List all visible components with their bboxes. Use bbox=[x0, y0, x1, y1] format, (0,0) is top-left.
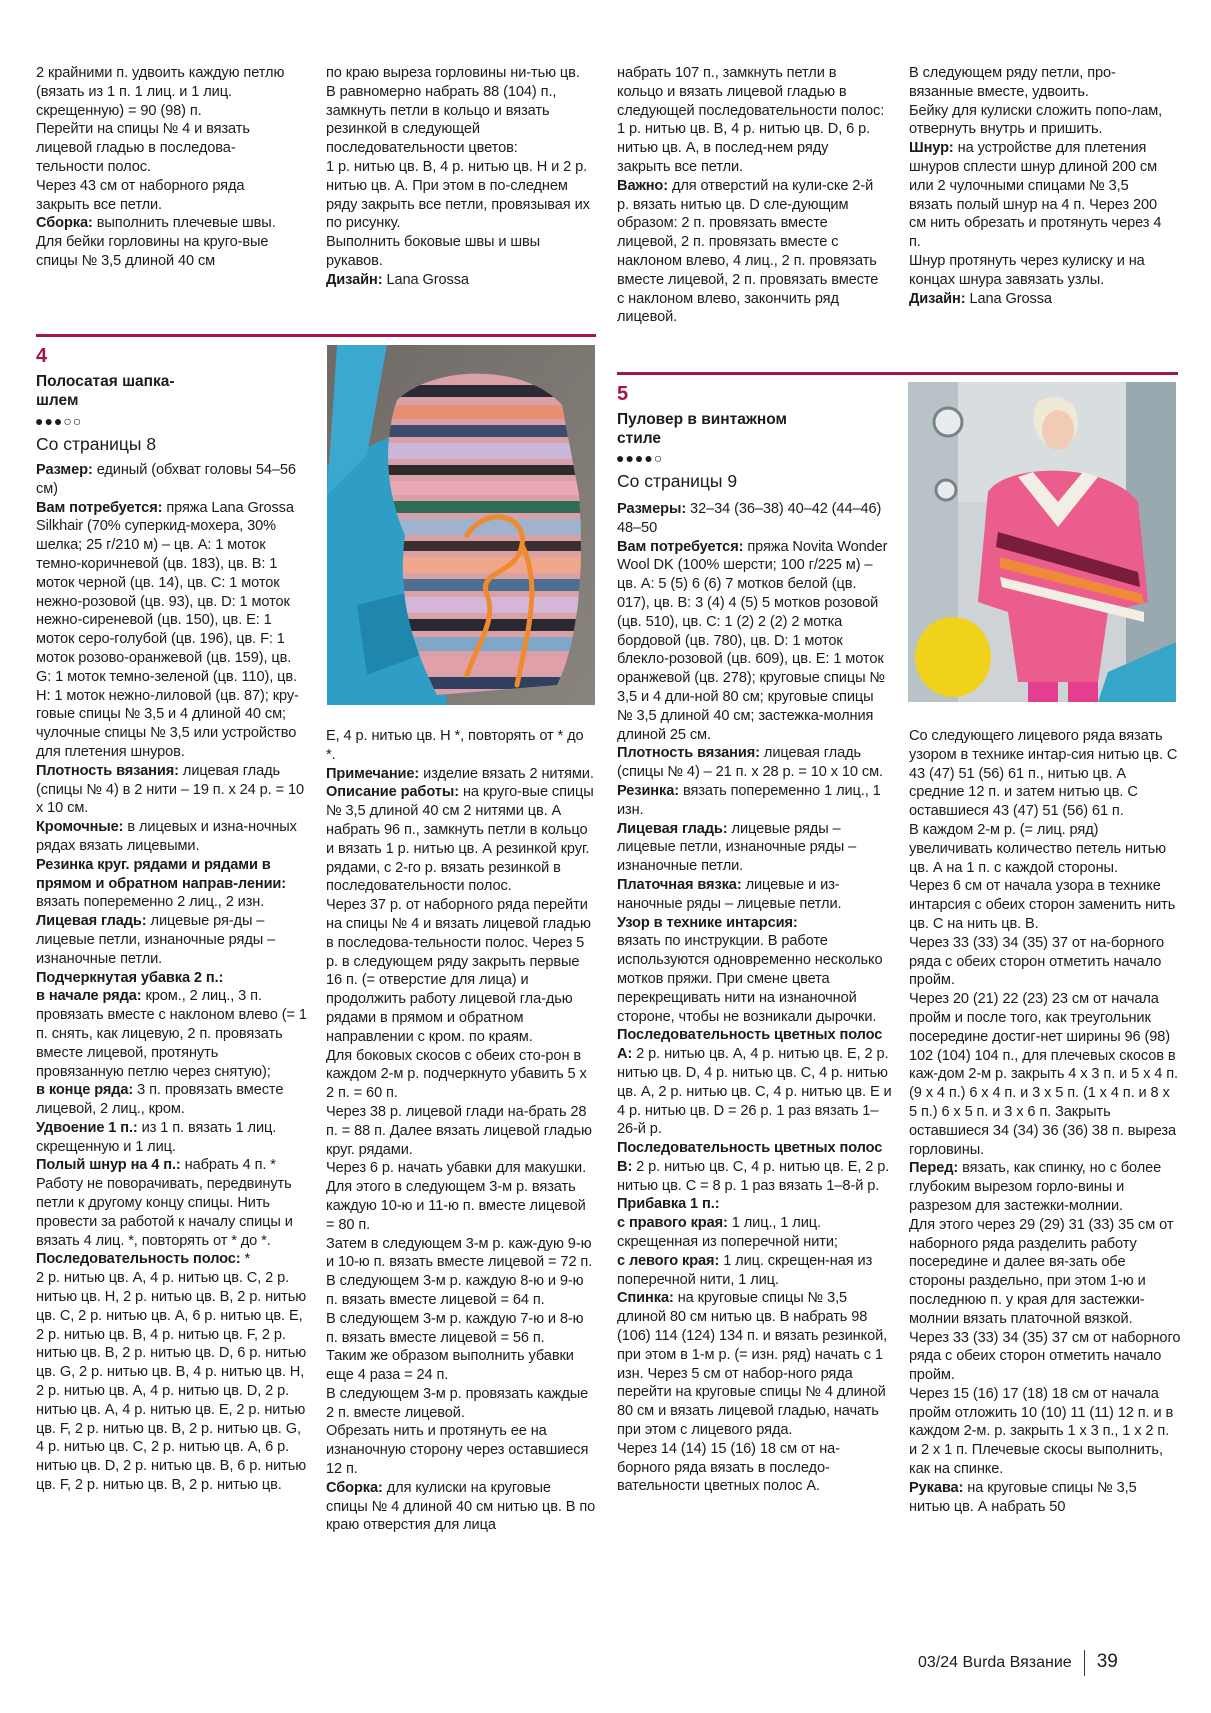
paragraph-lead: Прибавка 1 п.: bbox=[617, 1196, 720, 1213]
paragraph bbox=[909, 1329, 1181, 1385]
source-page-5: Со страницы 9 bbox=[617, 471, 738, 491]
col3-main bbox=[617, 500, 892, 1496]
paragraph bbox=[617, 744, 892, 782]
paragraph-text: Обрезать нить и протянуть ее на изнаночную сторону через оставшиеся 12 п. bbox=[326, 1423, 589, 1478]
paragraph-lead: Последовательность полос: bbox=[36, 1251, 241, 1268]
paragraph-text: Через 33 (33) 34 (35) 37 см от наборного ряда с обеих сторон отметить начало пройм. bbox=[909, 1329, 1181, 1384]
paragraph bbox=[36, 987, 308, 1081]
paragraph-text: Затем в следующем 3-м р. каж-дую 9-ю и 10-ю п. вязать вместе лицевой = 72 п. bbox=[326, 1235, 593, 1271]
paragraph bbox=[36, 1119, 308, 1157]
section-rule-4 bbox=[36, 334, 596, 337]
pullover-model-illustration bbox=[908, 382, 1176, 702]
paragraph-text: Таким же образом выполнить убавки еще 4 раза = 24 п. bbox=[326, 1348, 574, 1384]
paragraph-text: Через 33 (33) 34 (35) 37 от на-борного ряда с обеих сторон отметить начало пройм. bbox=[909, 934, 1165, 989]
paragraph bbox=[36, 912, 308, 968]
paragraph bbox=[909, 727, 1181, 821]
paragraph-lead: Плотность вязания: bbox=[36, 762, 179, 779]
paragraph-lead: Перед: bbox=[909, 1160, 959, 1177]
paragraph bbox=[36, 969, 308, 988]
paragraph-lead: Лицевая гладь: bbox=[617, 820, 728, 837]
paragraph-text: вязать по инструкции. В работе используются одновременно несколько мотков пряжи. При смене цвета перекрещивать нити на изнаночной стороне, чтобы не возникали дырочки. bbox=[617, 933, 883, 1025]
paragraph bbox=[909, 64, 1175, 102]
paragraph-text: 1 лиц., 1 лиц. скрещенная из поперечной нити; bbox=[617, 1215, 838, 1251]
paragraph-text: В каждом 2-м р. (= лиц. ряд) увеличивать количество петель нитью цв. А на 1 п. с каждой стороны. bbox=[909, 821, 1166, 876]
paragraph-text: Через 43 см от наборного ряда закрыть все петли. bbox=[36, 177, 245, 213]
paragraph-lead: Дизайн: bbox=[909, 290, 966, 307]
paragraph-text: Через 38 р. лицевой глади на-брать 28 п. = 88 п. Далее вязать лицевой гладью круг. рядами. bbox=[326, 1103, 592, 1158]
paragraph-lead: Дизайн: bbox=[326, 271, 383, 288]
paragraph-text: Через 6 р. начать убавки для макушки. Для этого в следующем 3-м р. вязать каждую 10-ю и 11-ю п. вместе лицевой = 80 п. bbox=[326, 1160, 587, 1233]
magazine-name: Burda Вязание bbox=[962, 1654, 1072, 1672]
paragraph bbox=[909, 1385, 1181, 1479]
paragraph bbox=[36, 1250, 308, 1269]
paragraph-text: набрать 107 п., замкнуть петли в кольцо и вязать лицевой гладью в следующей последовательности полос: 1 р. нитью цв. В, 4 р. нитью цв. D, 6 р. нитью цв. А, в послед-нем ряду закрыть все петли. bbox=[617, 65, 885, 175]
paragraph-text: кром., 2 лиц., 3 п. провязать вместе с наклоном влево (= 1 п. снять, как лицевую, 2 п. провязать вместе лицевой, протянуть провязанную петлю через снятую); bbox=[36, 988, 307, 1080]
source-page-4: Со страницы 8 bbox=[36, 434, 157, 454]
footer-divider bbox=[1084, 1650, 1085, 1676]
paragraph-text: Для бейки горловины на круго-вые спицы № 3,5 длиной 40 см bbox=[36, 234, 269, 269]
paragraph bbox=[909, 139, 1175, 252]
paragraph-text: на круговые спицы № 3,5 длиной 80 см нитью цв. В набрать 98 (106) 114 (124) 134 п. и вязать резинкой, при этом в 1-м р. (= изн. ряд) начать с 1 изн. Через 5 см от набор-ного ряда перейти на круговые спицы № 4 длиной 80 см и вязать лицевой гладью, начать при этом с лицевого ряда. bbox=[617, 1290, 888, 1439]
paragraph-text: изделие вязать 2 нитями. bbox=[423, 765, 594, 782]
paragraph-lead: в начале ряда: bbox=[36, 988, 142, 1005]
paragraph bbox=[909, 1159, 1181, 1215]
paragraph bbox=[36, 120, 291, 176]
paragraph bbox=[36, 177, 291, 215]
paragraph-text: лицевые ряды – лицевые петли, изнаночные ряды – изнаночные петли. bbox=[617, 820, 857, 875]
paragraph-text: лицевые и из-наночные ряды – лицевые петли. bbox=[617, 876, 842, 912]
paragraph bbox=[36, 214, 291, 233]
paragraph-text: вязать, как спинку, но с более глубоким вырезом горло-вины и разрезом для застежки-молнии. bbox=[909, 1160, 1162, 1214]
paragraph bbox=[326, 1385, 596, 1423]
paragraph-lead: Шнур: bbox=[909, 140, 954, 157]
paragraph-text: Со следующего лицевого ряда вязать узором в технике интар-сия нитью цв. С 43 (47) 51 (56) 61 п., нитью цв. А средние 12 п. и затем нитью цв. С оставшиеся 43 (47) 51 (56) 61 п. bbox=[909, 728, 1178, 820]
paragraph-lead: Важно: bbox=[617, 177, 668, 194]
paragraph-text: В следующем 3-м р. провязать каждые 2 п. вместе лицевой. bbox=[326, 1385, 589, 1421]
section-number-5: 5 bbox=[617, 383, 629, 405]
paragraph bbox=[617, 1195, 892, 1214]
paragraph bbox=[909, 102, 1175, 140]
paragraph-text: вязать попеременно 1 лиц., 1 изн. bbox=[617, 782, 881, 818]
paragraph-text: из 1 п. вязать 1 лиц. скрещенную и 1 лиц. bbox=[36, 1119, 277, 1155]
paragraph bbox=[909, 990, 1181, 1159]
paragraph-lead: с правого края: bbox=[617, 1215, 728, 1232]
paragraph bbox=[909, 821, 1181, 877]
paragraph-lead: Резинка круг. рядами и рядами в прямом и обратном направ-лении: bbox=[36, 856, 287, 892]
paragraph bbox=[909, 252, 1175, 290]
col4-top bbox=[909, 64, 1175, 308]
paragraph-text: 2 крайними п. удвоить каждую петлю (вязать из 1 п. 1 лиц. и 1 лиц. скрещенную) = 90 (98) п. bbox=[36, 65, 285, 119]
paragraph-text: выполнить плечевые швы. bbox=[96, 215, 276, 232]
paragraph bbox=[617, 1026, 892, 1139]
paragraph-text: Для этого через 29 (29) 31 (33) 35 см от наборного ряда разделить работу посередине и далее вя-зать обе стороны раздельно, при этом 1-ю и последнюю п. у края для застежки-молнии вязать платочной вязкой. bbox=[909, 1216, 1174, 1327]
paragraph-text: 1 р. нитью цв. В, 4 р. нитью цв. Н и 2 р. нитью цв. А. При этом в по-следнем ряду закрыть все петли, провязывая их по рисунку. bbox=[326, 158, 590, 232]
paragraph-text: Через 37 р. от наборного ряда перейти на спицы № 4 и вязать лицевой гладью в последова-тельности полос. Через 5 р. в следующем ряду закрыть первые 16 п. (= отверстие для лица) и продолжить работу лицевой гла-дью рядами в прямом и обратном направлении с кром. по краям. bbox=[326, 897, 591, 1045]
paragraph-text: в лицевых и изна-ночных рядах вязать лицевыми. bbox=[36, 819, 297, 854]
paragraph-text: по краю выреза горловины ни-тью цв. В равномерно набрать 88 (104) п., замкнуть петли в кольцо и вязать резинкой в следующей последовательности цветов: bbox=[326, 65, 580, 157]
paragraph bbox=[909, 1216, 1181, 1329]
paragraph-text: единый (обхват головы 54–56 см) bbox=[36, 462, 296, 497]
paragraph-text: 1 лиц. скрещен-ная из поперечной нити, 1 лиц. bbox=[617, 1252, 873, 1288]
paragraph-text: лицевая гладь (спицы № 4) – 21 п. х 28 р. = 10 х 10 см. bbox=[617, 745, 883, 781]
paragraph-lead: Примечание: bbox=[326, 765, 420, 782]
paragraph-lead: с левого края: bbox=[617, 1252, 720, 1269]
paragraph-text: Через 6 см от начала узора в технике интарсия с обеих сторон заменить нить цв. С на нить цв. В. bbox=[909, 878, 1176, 932]
paragraph bbox=[909, 934, 1181, 990]
paragraph-lead: Размеры: bbox=[617, 501, 687, 517]
page-number: 39 bbox=[1096, 1651, 1118, 1673]
paragraph-text: 32–34 (36–38) 40–42 (44–46) 48–50 bbox=[617, 501, 882, 536]
paragraph-lead: Резинка: bbox=[617, 782, 680, 799]
section-rule-5 bbox=[617, 372, 1178, 375]
striped-hat-illustration bbox=[327, 345, 595, 705]
paragraph bbox=[36, 1081, 308, 1119]
paragraph bbox=[326, 1310, 596, 1348]
hat-photo bbox=[327, 345, 595, 705]
paragraph-text: для отверстий на кули-ске 2-й р. вязать нитью цв. D сле-дующим образом: 2 п. провязать вместе лицевой, 2 п. провязать вместе с наклоном влево, 4 лиц., 2 п. провязать вместе лицевой, 2 п. провязать вместе с наклоном влево, закончить ряд лицевой. bbox=[617, 177, 879, 326]
paragraph bbox=[326, 765, 596, 784]
paragraph-lead: Плотность вязания: bbox=[617, 745, 760, 762]
paragraph-lead: Удвоение 1 п.: bbox=[36, 1119, 138, 1136]
paragraph bbox=[617, 1289, 892, 1439]
paragraph-lead: Последовательность цветных полос В: bbox=[617, 1140, 883, 1175]
section-title-5: Пуловер в винтажном стиле bbox=[617, 411, 787, 447]
paragraph-text: для кулиски на круговые спицы № 4 длиной 40 см нитью цв. В по краю отверстия для лица bbox=[326, 1479, 596, 1534]
paragraph bbox=[326, 233, 592, 271]
paragraph-text: набрать 4 п. * Работу не поворачивать, передвинуть петли к другому концу спицы. Нить провести за работой к началу спицы и вязать 4 лиц. *, повторять от * до *. bbox=[36, 1157, 293, 1249]
paragraph-text: лицевая гладь (спицы № 4) в 2 нити – 19 п. х 24 р. = 10 х 10 см. bbox=[36, 762, 304, 817]
col2-main bbox=[326, 727, 596, 1535]
paragraph bbox=[36, 762, 308, 818]
paragraph bbox=[36, 461, 308, 499]
paragraph-lead: Узор в технике интарсия: bbox=[617, 914, 798, 931]
paragraph-text: Через 15 (16) 17 (18) 18 см от начала пройм отложить 10 (10) 11 (11) 12 п. и в каждом 2-м. р. закрыть 1 х 3 п., 1 х 2 п. и 2 х 1 п. Плечевые скосы выполнить, как на спинке. bbox=[909, 1385, 1174, 1478]
paragraph bbox=[326, 271, 592, 290]
paragraph bbox=[617, 500, 892, 538]
paragraph-text: вязать попеременно 2 лиц., 2 изн. bbox=[36, 894, 265, 911]
paragraph-text: на круговые спицы № 3,5 нитью цв. А набрать 50 bbox=[909, 1479, 1137, 1515]
paragraph-lead: Сборка: bbox=[36, 215, 93, 232]
paragraph-text: на устройстве для плетения шнуров сплести шнур длиной 200 см или 2 чулочными спицами № 3,5 вязать полый шнур на 4 п. Через 200 см нить обрезать и протянуть через 4 п. bbox=[909, 140, 1162, 251]
paragraph-lead: Подчеркнутая убавка 2 п.: bbox=[36, 969, 224, 986]
paragraph-text: В следующем 3-м р. каждую 8-ю и 9-ю п. вязать вместе лицевой = 64 п. bbox=[326, 1273, 584, 1308]
paragraph-text: Через 14 (14) 15 (16) 18 см от на-борного ряда вязать в последо-вательности цветных полос А. bbox=[617, 1440, 840, 1495]
paragraph bbox=[326, 727, 596, 765]
paragraph-lead: Спинка: bbox=[617, 1290, 674, 1307]
paragraph bbox=[36, 499, 308, 762]
paragraph-lead: Полый шнур на 4 п.: bbox=[36, 1157, 181, 1174]
paragraph-text: 2 р. нитью цв. С, 4 р. нитью цв. Е, 2 р. нитью цв. С = 8 р. 1 раз вязать 1–8-й р. bbox=[617, 1158, 890, 1194]
paragraph-text: Шнур протянуть через кулиску и на концах шнура завязать узлы. bbox=[909, 252, 1145, 288]
paragraph bbox=[617, 914, 892, 933]
paragraph-lead: Сборка: bbox=[326, 1479, 383, 1496]
paragraph-text: 3 п. провязать вместе лицевой, 2 лиц., кром. bbox=[36, 1082, 284, 1118]
paragraph-text: Через 20 (21) 22 (23) 23 см от начала пройм и после того, как треугольник посередине достиг-нет ширины 96 (98) 102 (104) 104 п., для плечевых скосов в каж-дом 2-м р. закрыть 4 х 3 п. и 5 х 4 п. (9 х 4 п.) 6 х 4 п. и 3 х 5 п. (1 х 4 п. и 8 х 5 п.) 6 х 5 п. и 3 х 6 п. Закрыть оставшиеся 34 (34) 36 (36) 38 п. выреза горловины. bbox=[909, 991, 1178, 1158]
paragraph bbox=[36, 233, 291, 271]
paragraph bbox=[617, 177, 885, 327]
paragraph-text: * bbox=[244, 1251, 251, 1268]
paragraph bbox=[617, 1214, 892, 1252]
paragraph-lead: Рукава: bbox=[909, 1479, 964, 1496]
paragraph bbox=[326, 64, 592, 158]
paragraph bbox=[36, 1156, 308, 1250]
paragraph bbox=[909, 290, 1175, 309]
paragraph-text: Бейку для кулиски сложить попо-лам, отвернуть внутрь и пришить. bbox=[909, 102, 1163, 138]
paragraph-lead: Размер: bbox=[36, 462, 93, 478]
paragraph-text: Выполнить боковые швы и швы рукавов. bbox=[326, 234, 541, 269]
section-number-4: 4 bbox=[36, 345, 48, 367]
paragraph-lead: Платочная вязка: bbox=[617, 876, 742, 893]
paragraph bbox=[326, 896, 596, 1046]
paragraph-lead: Вам потребуется: bbox=[36, 499, 163, 516]
paragraph bbox=[326, 1103, 596, 1159]
paragraph bbox=[617, 1440, 892, 1496]
col2-top bbox=[326, 64, 592, 290]
paragraph-text: пряжа Novita Wonder Wool DK (100% шерсти; 100 г/225 м) – цв. А: 5 (5) 6 (6) 7 мотков белой (цв. 017), цв. В: 3 (4) 4 (5) 5 мотков розовой (цв. 510), цв. С: 1 (2) 2 (2) 2 мотка бордовой (цв. 780), цв. D: 1 моток блекло-розовой (цв. 609), цв. Е: 1 моток оранжевой (цв. 278); круговые спицы № 3,5 и 4 дли-ной 80 см; круговые спицы № 3,5 длиной 40 см; застежка-молния длиной 25 см. bbox=[617, 538, 888, 743]
paragraph bbox=[36, 856, 308, 912]
paragraph-lead: Последовательность цветных полос А: bbox=[617, 1027, 883, 1063]
paragraph bbox=[617, 782, 892, 820]
page-footer bbox=[918, 1650, 1118, 1676]
paragraph bbox=[326, 1272, 596, 1310]
paragraph-lead: Лицевая гладь: bbox=[36, 913, 147, 930]
paragraph-text: В следующем ряду петли, про-вязанные вместе, удвоить. bbox=[909, 65, 1116, 100]
paragraph-text: 2 р. нитью цв. А, 4 р. нитью цв. С, 2 р. нитью цв. Н, 2 р. нитью цв. В, 2 р. нитью цв. С, 2 р. нитью цв. А, 6 р. нитью цв. Е, 2 р. нитью цв. В, 4 р. нитью цв. F, 2 р. нитью цв. В, 2 р. нитью цв. D, 6 р. нитью цв. G, 2 р. нитью цв. В, 4 р. нитью цв. Н, 2 р. нитью цв. А, 4 р. нитью цв. D, 2 р. нитью цв. А, 4 р. нитью цв. Е, 2 р. нитью цв. F, 2 р. нитью цв. В, 2 р. нитью цв. G, 4 р. нитью цв. С, 2 р. нитью цв. А, 6 р. нитью цв. D, 2 р. нитью цв. В, 6 р. нитью цв. F, 2 р. нитью цв. В, 2 р. нитью цв. bbox=[36, 1270, 307, 1494]
paragraph bbox=[617, 64, 885, 177]
section-title-4: Полосатая шапка-шлем bbox=[36, 373, 175, 409]
col3-top bbox=[617, 64, 885, 327]
difficulty-dots-4: ●●●○○ bbox=[35, 413, 83, 429]
paragraph bbox=[326, 1047, 596, 1103]
paragraph bbox=[617, 932, 892, 1026]
paragraph-text: лицевые ря-ды – лицевые петли, изнаночные ряды – изнаночные петли. bbox=[36, 913, 276, 967]
paragraph-lead: Описание работы: bbox=[326, 784, 459, 801]
paragraph-text: пряжа Lana Grossa Silkhair (70% суперкид-мохера, 30% шелка; 25 г/210 м) – цв. А: 1 моток темно-коричневой (цв. 183), цв. В: 1 моток черной (цв. 14), цв. С: 1 моток нежно-розовой (цв. 93), цв. D: 1 моток нежно-сиреневой (цв. 150), цв. Е: 1 моток серо-голубой (цв. 196), цв. F: 1 моток розово-оранжевой (цв. 159), цв. G: 1 моток темно-зеленой (цв. 110), цв. Н: 1 моток нежно-лиловой (цв. 87); кру-говые спицы № 3,5 и 4 длиной 40 см; чулочные спицы № 3,5 или устройство для плетения шнуров. bbox=[36, 499, 299, 760]
col1-top bbox=[36, 64, 291, 271]
paragraph-lead: Кромочные: bbox=[36, 819, 124, 836]
paragraph-text: Е, 4 р. нитью цв. Н *, повторять от * до *. bbox=[326, 728, 584, 763]
paragraph bbox=[909, 1479, 1181, 1517]
paragraph-text: 2 р. нитью цв. А, 4 р. нитью цв. Е, 2 р. нитью цв. D, 4 р. нитью цв. С, 4 р. нитью цв. А, 2 р. нитью цв. С, 4 р. нитью цв. Е и 4 р. нитью цв. D = 26 р. 1 раз вязать 1–26-й р. bbox=[617, 1046, 892, 1138]
col4-main bbox=[909, 727, 1181, 1516]
paragraph bbox=[326, 1347, 596, 1385]
paragraph-text: Lana Grossa bbox=[969, 290, 1052, 307]
paragraph bbox=[617, 876, 892, 914]
issue-number: 03/24 bbox=[918, 1654, 959, 1672]
paragraph-lead: Вам потребуется: bbox=[617, 538, 744, 555]
paragraph-text: Перейти на спицы № 4 и вязать лицевой гладью в последова-тельности полос. bbox=[36, 121, 250, 175]
pullover-photo bbox=[908, 382, 1176, 702]
col1-main bbox=[36, 461, 308, 1495]
paragraph-text: Lana Grossa bbox=[386, 271, 469, 288]
paragraph bbox=[326, 1479, 596, 1535]
paragraph bbox=[36, 818, 308, 856]
paragraph bbox=[326, 1235, 596, 1273]
paragraph-text: Для боковых скосов с обеих сто-рон в каждом 2-м р. подчеркнуто убавить 5 х 2 п. = 60 п. bbox=[326, 1047, 587, 1102]
paragraph-text: В следующем 3-м р. каждую 7-ю и 8-ю п. вязать вместе лицевой = 56 п. bbox=[326, 1310, 584, 1346]
paragraph bbox=[326, 1159, 596, 1234]
difficulty-dots-5: ●●●●○ bbox=[616, 450, 664, 466]
paragraph bbox=[617, 820, 892, 876]
paragraph bbox=[617, 1252, 892, 1290]
paragraph bbox=[326, 1422, 596, 1478]
paragraph bbox=[617, 1139, 892, 1195]
paragraph-text: на круго-вые спицы № 3,5 длиной 40 см 2 нитями цв. А набрать 96 п., замкнуть петли в кольцо и вязать 1 р. нитью цв. А резинкой круг. рядами, с 2-го р. вязать резинкой в последовательности полос. bbox=[326, 784, 594, 895]
paragraph bbox=[36, 1269, 308, 1495]
paragraph bbox=[36, 64, 291, 120]
paragraph bbox=[326, 158, 592, 233]
paragraph-lead: в конце ряда: bbox=[36, 1082, 134, 1099]
paragraph bbox=[326, 783, 596, 896]
paragraph bbox=[617, 538, 892, 745]
paragraph bbox=[909, 877, 1181, 933]
